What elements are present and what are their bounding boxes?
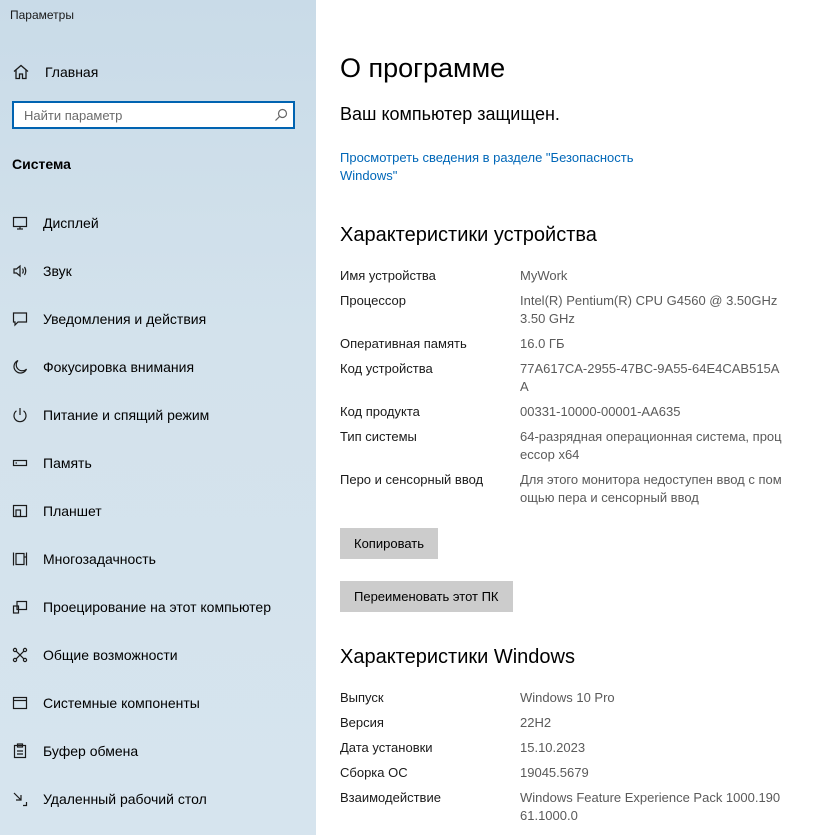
spec-row-system-type: [340, 428, 800, 464]
section-title: Система: [12, 156, 71, 172]
sidebar-item-label: Дисплей: [43, 215, 99, 231]
sidebar-item-system-components[interactable]: [0, 679, 316, 727]
spec-key: Сборка ОС: [340, 765, 408, 780]
sidebar-item-label: Общие возможности: [43, 647, 178, 663]
search-box[interactable]: [12, 101, 295, 129]
spec-value: 19045.5679: [520, 765, 589, 780]
sidebar-item-projecting[interactable]: [0, 583, 316, 631]
spec-key: Тип системы: [340, 429, 417, 444]
spec-key: Код устройства: [340, 361, 433, 376]
spec-row-product-id: [340, 403, 800, 421]
search-input[interactable]: [14, 104, 269, 126]
spec-row-install-date: [340, 739, 800, 757]
spec-key: Взаимодействие: [340, 790, 441, 805]
home-icon: [12, 63, 30, 81]
sidebar-item-display[interactable]: [0, 199, 316, 247]
sidebar-item-label: Уведомления и действия: [43, 311, 207, 327]
spec-value: 77A617CA-2955-47BC-9A55-64E4CAB515AA: [520, 361, 780, 394]
spec-key: Дата установки: [340, 740, 433, 755]
spec-value: MyWork: [520, 268, 568, 283]
spec-row-ram: [340, 335, 800, 353]
spec-value: 22H2: [520, 715, 552, 730]
spec-row-pen-touch: [340, 471, 800, 507]
sidebar-item-clipboard[interactable]: [0, 727, 316, 775]
sidebar-item-storage[interactable]: [0, 439, 316, 487]
spec-row-experience: [340, 789, 800, 825]
sidebar-item-power[interactable]: [0, 391, 316, 439]
protection-status: Ваш компьютер защищен.: [340, 104, 560, 124]
sidebar-item-multitasking[interactable]: [0, 535, 316, 583]
spec-row-version: [340, 714, 800, 732]
display-icon: [11, 214, 29, 232]
spec-row-processor: [340, 292, 800, 328]
sidebar-item-remote-desktop[interactable]: [0, 775, 316, 823]
sidebar-item-focus-assist[interactable]: [0, 343, 316, 391]
search-icon[interactable]: [269, 108, 293, 122]
spec-value: 15.10.2023: [520, 740, 586, 755]
clipboard-icon: [11, 742, 29, 760]
page-title: О программе: [340, 53, 506, 83]
spec-key: Выпуск: [340, 690, 384, 705]
home-nav-item[interactable]: [12, 61, 98, 83]
spec-value: 16.0 ГБ: [520, 336, 565, 351]
projecting-icon: [11, 598, 29, 616]
power-icon: [11, 406, 29, 424]
spec-value: 00331-10000-00001-AA635: [520, 404, 681, 419]
spec-key: Версия: [340, 715, 384, 730]
spec-value: Windows 10 Pro: [520, 690, 615, 705]
sidebar-item-tablet[interactable]: [0, 487, 316, 535]
notifications-icon: [11, 310, 29, 328]
windows-specs-heading: Характеристики Windows: [340, 646, 575, 668]
spec-row-os-build: [340, 764, 800, 782]
sidebar-item-label: Память: [43, 455, 92, 471]
sidebar-item-sound[interactable]: [0, 247, 316, 295]
sidebar-item-label: Буфер обмена: [43, 743, 139, 759]
shared-experiences-icon: [11, 646, 29, 664]
sound-icon: [11, 262, 29, 280]
tablet-icon: [11, 502, 29, 520]
storage-icon: [11, 454, 29, 472]
sidebar-item-shared-experiences[interactable]: [0, 631, 316, 679]
windows-specs-table: [340, 689, 800, 832]
sidebar-item-label: Удаленный рабочий стол: [43, 791, 207, 807]
spec-key: Перо и сенсорный ввод: [340, 472, 484, 487]
device-specs-heading: Характеристики устройства: [340, 224, 597, 246]
sidebar-item-label: Проецирование на этот компьютер: [43, 599, 271, 615]
sidebar-item-label: Фокусировка внимания: [43, 359, 195, 375]
spec-row-edition: [340, 689, 800, 707]
spec-key: Процессор: [340, 293, 406, 308]
system-components-icon: [11, 694, 29, 712]
security-details-link[interactable]: Просмотреть сведения в разделе "Безопасность Windows": [340, 150, 634, 183]
sidebar-item-label: Звук: [43, 263, 72, 279]
app-title: Параметры: [10, 8, 74, 22]
spec-row-device-id: [340, 360, 800, 396]
spec-key: Имя устройства: [340, 268, 436, 283]
nav-list: [0, 199, 316, 823]
sidebar-item-notifications[interactable]: [0, 295, 316, 343]
rename-pc-button[interactable]: Переименовать этот ПК: [340, 581, 513, 612]
home-label: Главная: [45, 64, 99, 80]
spec-value: Intel(R) Pentium(R) CPU G4560 @ 3.50GHz 3.50 GHz: [520, 293, 778, 326]
multitasking-icon: [11, 550, 29, 568]
spec-value: Для этого монитора недоступен ввод с помощью пера и сенсорный ввод: [520, 472, 782, 505]
focus-moon-icon: [11, 358, 29, 376]
sidebar: [0, 0, 316, 835]
sidebar-item-label: Планшет: [43, 503, 102, 519]
remote-desktop-icon: [11, 790, 29, 808]
device-specs-table: [340, 267, 800, 514]
spec-key: Код продукта: [340, 404, 420, 419]
sidebar-item-label: Системные компоненты: [43, 695, 200, 711]
sidebar-item-label: Питание и спящий режим: [43, 407, 210, 423]
sidebar-item-label: Многозадачность: [43, 551, 156, 567]
copy-button[interactable]: Копировать: [340, 528, 438, 559]
spec-value: Windows Feature Experience Pack 1000.19061.1000.0: [520, 790, 781, 823]
spec-row-device-name: [340, 267, 800, 285]
spec-value: 64-разрядная операционная система, процессор x64: [520, 429, 782, 462]
spec-key: Оперативная память: [340, 336, 467, 351]
